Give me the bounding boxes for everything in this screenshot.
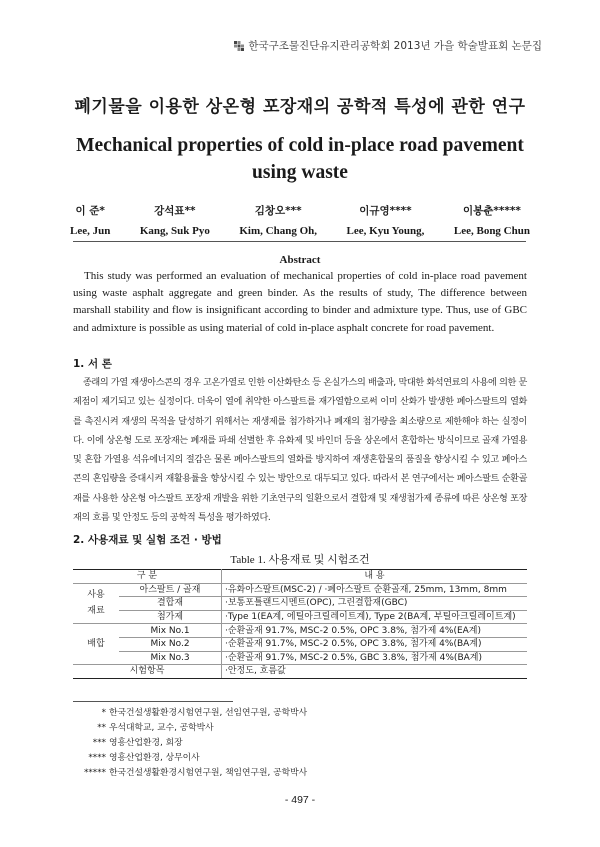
author-list xyxy=(70,203,530,237)
group-label-line: 사용 xyxy=(87,590,105,601)
group-label-mix: 배합 xyxy=(73,624,119,665)
table-row xyxy=(73,624,527,638)
footnote xyxy=(80,766,307,782)
group-label-materials xyxy=(73,583,119,624)
title-english-line1: Mechanical properties of cold in-place road pavement xyxy=(76,135,524,156)
table-header-row xyxy=(73,570,527,584)
author xyxy=(239,203,317,237)
row-name: Mix No.3 xyxy=(119,651,222,665)
footnote-text: 영흥산업환경, 상무이사 xyxy=(109,753,200,763)
row-content: ·보통포틀랜드시멘트(OPC), 그린결합재(GBC) xyxy=(222,597,528,611)
title-english-line2: using waste xyxy=(252,162,348,183)
table-row xyxy=(73,637,527,651)
section-1-body: 종래의 가열 재생아스콘의 경우 고온가열로 인한 이산화탄소 등 온실가스의 배출과, 막대한 화석연료의 사용에 의한 문제점이 제기되고 있는 실정이다. 더욱이 열에 취약한 아스팔트를 재가열함으로써 이미 산화가 발생한 폐아스팔트의 열화를 촉진시켜 재생의 목적을 달성하기 위해서는 재생제를 첨가하거나 폐재의 첨가량을 최소량으로 제한해야 하는 실정이다. 이에 상온형 도로 포장재는 폐재를 파쇄 선별한 후 유화제 및 바인더 등을 상온에서 혼합하는 방식이므로 골재 가열용 및 혼합 가열용 석유에너지의 절감은 물론 폐아스팔트의 열화를 방지하여 재생혼합물의 품질을 향상시킬 수 있고 폐아스콘의 혼입량을 증대시켜 재활용률을 향상시킬 수 있는 방안으로 대두되고 있다. 따라서 본 연구에서는 폐아스팔트 순환골재를 사용한 상온형 아스팔트 포장재 개발을 위한 기초연구의 일환으로서 결합재 및 재생첨가제 종류에 따른 상온형 포장재의 흐름 및 안정도 등의 공학적 특성을 평가하였다. xyxy=(73,378,527,524)
table-row xyxy=(73,665,527,679)
row-content: ·Type 1(EA계, 에틸아크릴레이트계), Type 2(BA계, 부틸아크릴레이트계) xyxy=(222,610,528,624)
table-caption: Table 1. 사용재료 및 시험조건 xyxy=(230,554,370,566)
row-content: ·유화아스팔트(MSC-2) / ·폐아스팔트 순환골재, 25mm, 13mm, 8mm xyxy=(222,583,528,597)
footnote xyxy=(80,721,214,737)
row-content: ·순환골재 91.7%, MSC-2 0.5%, OPC 3.8%, 첨가제 4%(BA계) xyxy=(222,637,528,651)
header-cell-content: 내 용 xyxy=(222,570,528,584)
footnote-mark: *** xyxy=(92,738,106,748)
divider xyxy=(73,241,526,242)
author xyxy=(140,203,210,237)
author-name-ko: 이 준* xyxy=(75,205,105,217)
footnote-mark: * xyxy=(101,708,106,718)
abstract-body: This study was performed an evaluation of mechanical properties of cold in-place road pavement using waste asphalt aggregate and green binder. As the results of study, The difference between marshall stability and flow is insignificant according to binder and admixture type. Thus, use of GBC and admixture is possible as using material of cold in-place asphalt concrete for road pavement. xyxy=(73,270,527,334)
row-name: 아스팔트 / 골재 xyxy=(119,583,222,597)
row-name: Mix No.1 xyxy=(119,624,222,638)
table-row xyxy=(73,583,527,597)
author-name-en: Lee, Kyu Young, xyxy=(346,225,425,237)
footnote-mark: ** xyxy=(97,723,106,733)
row-name: 시험항목 xyxy=(73,665,222,679)
title-english xyxy=(0,132,600,186)
table-row xyxy=(73,610,527,624)
footnote-text: 우석대학교, 교수, 공학박사 xyxy=(109,723,214,733)
footnote-text: 한국건설생활환경시험연구원, 책임연구원, 공학박사 xyxy=(109,768,308,778)
title-korean: 폐기물을 이용한 상온형 포장재의 공학적 특성에 관한 연구 xyxy=(74,97,526,117)
row-content: ·순환골재 91.7%, MSC-2 0.5%, OPC 3.8%, 첨가제 4%(EA계) xyxy=(222,624,528,638)
table-row xyxy=(73,651,527,665)
footnote xyxy=(80,736,183,752)
table-row xyxy=(73,597,527,611)
group-label-line: 재료 xyxy=(87,606,105,617)
header-text: 한국구조물진단유지관리공학회 2013년 가을 학술발표회 논문집 xyxy=(248,40,542,52)
footnote-mark: **** xyxy=(88,753,106,763)
footnote-mark: ***** xyxy=(84,768,106,778)
row-content: ·안정도, 흐름값 xyxy=(222,665,528,679)
section-1-heading: 1. 서 론 xyxy=(73,358,112,370)
page-number: - 497 - xyxy=(284,794,316,806)
author xyxy=(70,203,110,237)
author-name-en: Lee, Bong Chun xyxy=(453,225,530,237)
author-name-ko: 이봉춘***** xyxy=(462,205,521,217)
author-name-ko: 강석표** xyxy=(154,205,196,217)
header-cell-category: 구 분 xyxy=(73,570,222,584)
author xyxy=(347,203,425,237)
row-name: 결합재 xyxy=(119,597,222,611)
row-content: ·순환골재 91.7%, MSC-2 0.5%, GBC 3.8%, 첨가제 4%(BA계) xyxy=(222,651,528,665)
footnote-text: 한국건설생활환경시험연구원, 선임연구원, 공학박사 xyxy=(109,708,308,718)
footnote xyxy=(80,706,307,722)
section-2-heading: 2. 사용재료 및 실험 조건 · 방법 xyxy=(73,534,222,546)
materials-table xyxy=(73,569,527,679)
footnote-divider xyxy=(73,701,233,702)
abstract-title: Abstract xyxy=(279,254,321,266)
author-name-en: Kim, Chang Oh, xyxy=(239,225,318,237)
row-name: 첨가제 xyxy=(119,610,222,624)
row-name: Mix No.2 xyxy=(119,637,222,651)
author-name-en: Lee, Jun xyxy=(70,225,111,237)
footnote-text: 영흥산업환경, 회장 xyxy=(109,738,183,748)
author xyxy=(454,203,530,237)
author-name-ko: 이규영**** xyxy=(359,205,412,217)
running-header xyxy=(234,38,542,53)
grid-dots-icon xyxy=(234,41,244,51)
author-name-en: Kang, Suk Pyo xyxy=(139,225,210,237)
footnote xyxy=(80,751,200,767)
author-name-ko: 김창오*** xyxy=(254,205,302,217)
